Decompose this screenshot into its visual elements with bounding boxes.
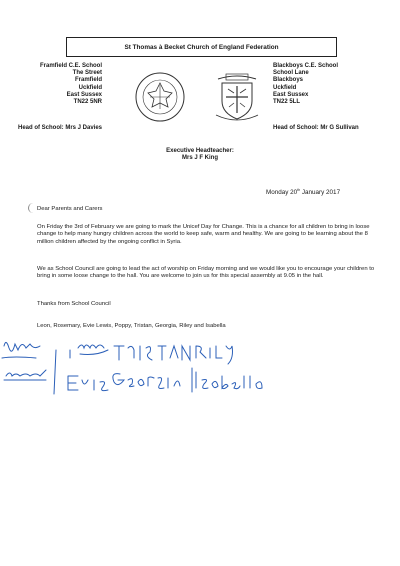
council-names: Leon, Rosemary, Evie Lewis, Poppy, Tristan, Georgia, Riley and Isabella <box>37 323 226 329</box>
date-suffix: th <box>297 188 301 192</box>
closing: Thanks from School Council <box>37 301 111 307</box>
date-day: Monday 20 <box>266 189 298 197</box>
left-school-line: Framfield <box>74 77 102 84</box>
right-school-line: Uckfield <box>273 84 297 91</box>
left-school-line: Uckfield <box>78 84 102 91</box>
right-school-line: Blackboys C.E. School <box>273 63 339 69</box>
framfield-crest-logo <box>134 71 186 123</box>
salutation: Dear Parents and Carers <box>37 206 103 212</box>
right-school-line: Blackboys <box>273 77 304 84</box>
executive-name: Mrs J F King <box>181 155 218 162</box>
handwritten-signatures <box>0 336 280 396</box>
left-school-line: East Sussex <box>66 91 102 98</box>
federation-banner <box>66 37 337 57</box>
left-school-address <box>40 63 102 106</box>
blackboys-crest-logo <box>212 71 262 123</box>
right-school-line: School Lane <box>273 70 309 77</box>
letter-date <box>266 188 340 196</box>
executive-headteacher <box>0 148 400 162</box>
federation-title: St Thomas à Becket Church of England Federation <box>124 43 279 51</box>
paragraph-1: On Friday the 3rd of February we are going to mark the Unicef Day for Change. This is a chance for all children to bring in loose change to help many hungry children across the world to keep safe, warm and healthy. We are going to be learning about the 8 million children affected by the ongoing conflict in Syria. <box>37 224 370 245</box>
left-school-line: TN22 5NR <box>73 99 102 106</box>
right-school-line: East Sussex <box>273 91 309 98</box>
right-head-of-school: Head of School: Mr G Sullivan <box>273 125 359 131</box>
left-school-line: Framfield C.E. School <box>40 63 103 69</box>
right-school-line: TN22 5LL <box>273 99 301 106</box>
left-school-line: The Street <box>72 70 102 77</box>
left-head-of-school: Head of School: Mrs J Davies <box>18 125 103 131</box>
executive-title: Executive Headteacher: <box>166 148 234 154</box>
right-school-address <box>273 63 363 106</box>
paragraph-2: We as School Council are going to lead the act of worship on Friday morning and we would like you to encourage your children to bring in some loose change to the hall. You are welcome to join us for this special assembly at 9.05 in the hall. <box>37 266 375 280</box>
date-rest: January 2017 <box>300 189 341 197</box>
margin-mark <box>28 203 35 213</box>
